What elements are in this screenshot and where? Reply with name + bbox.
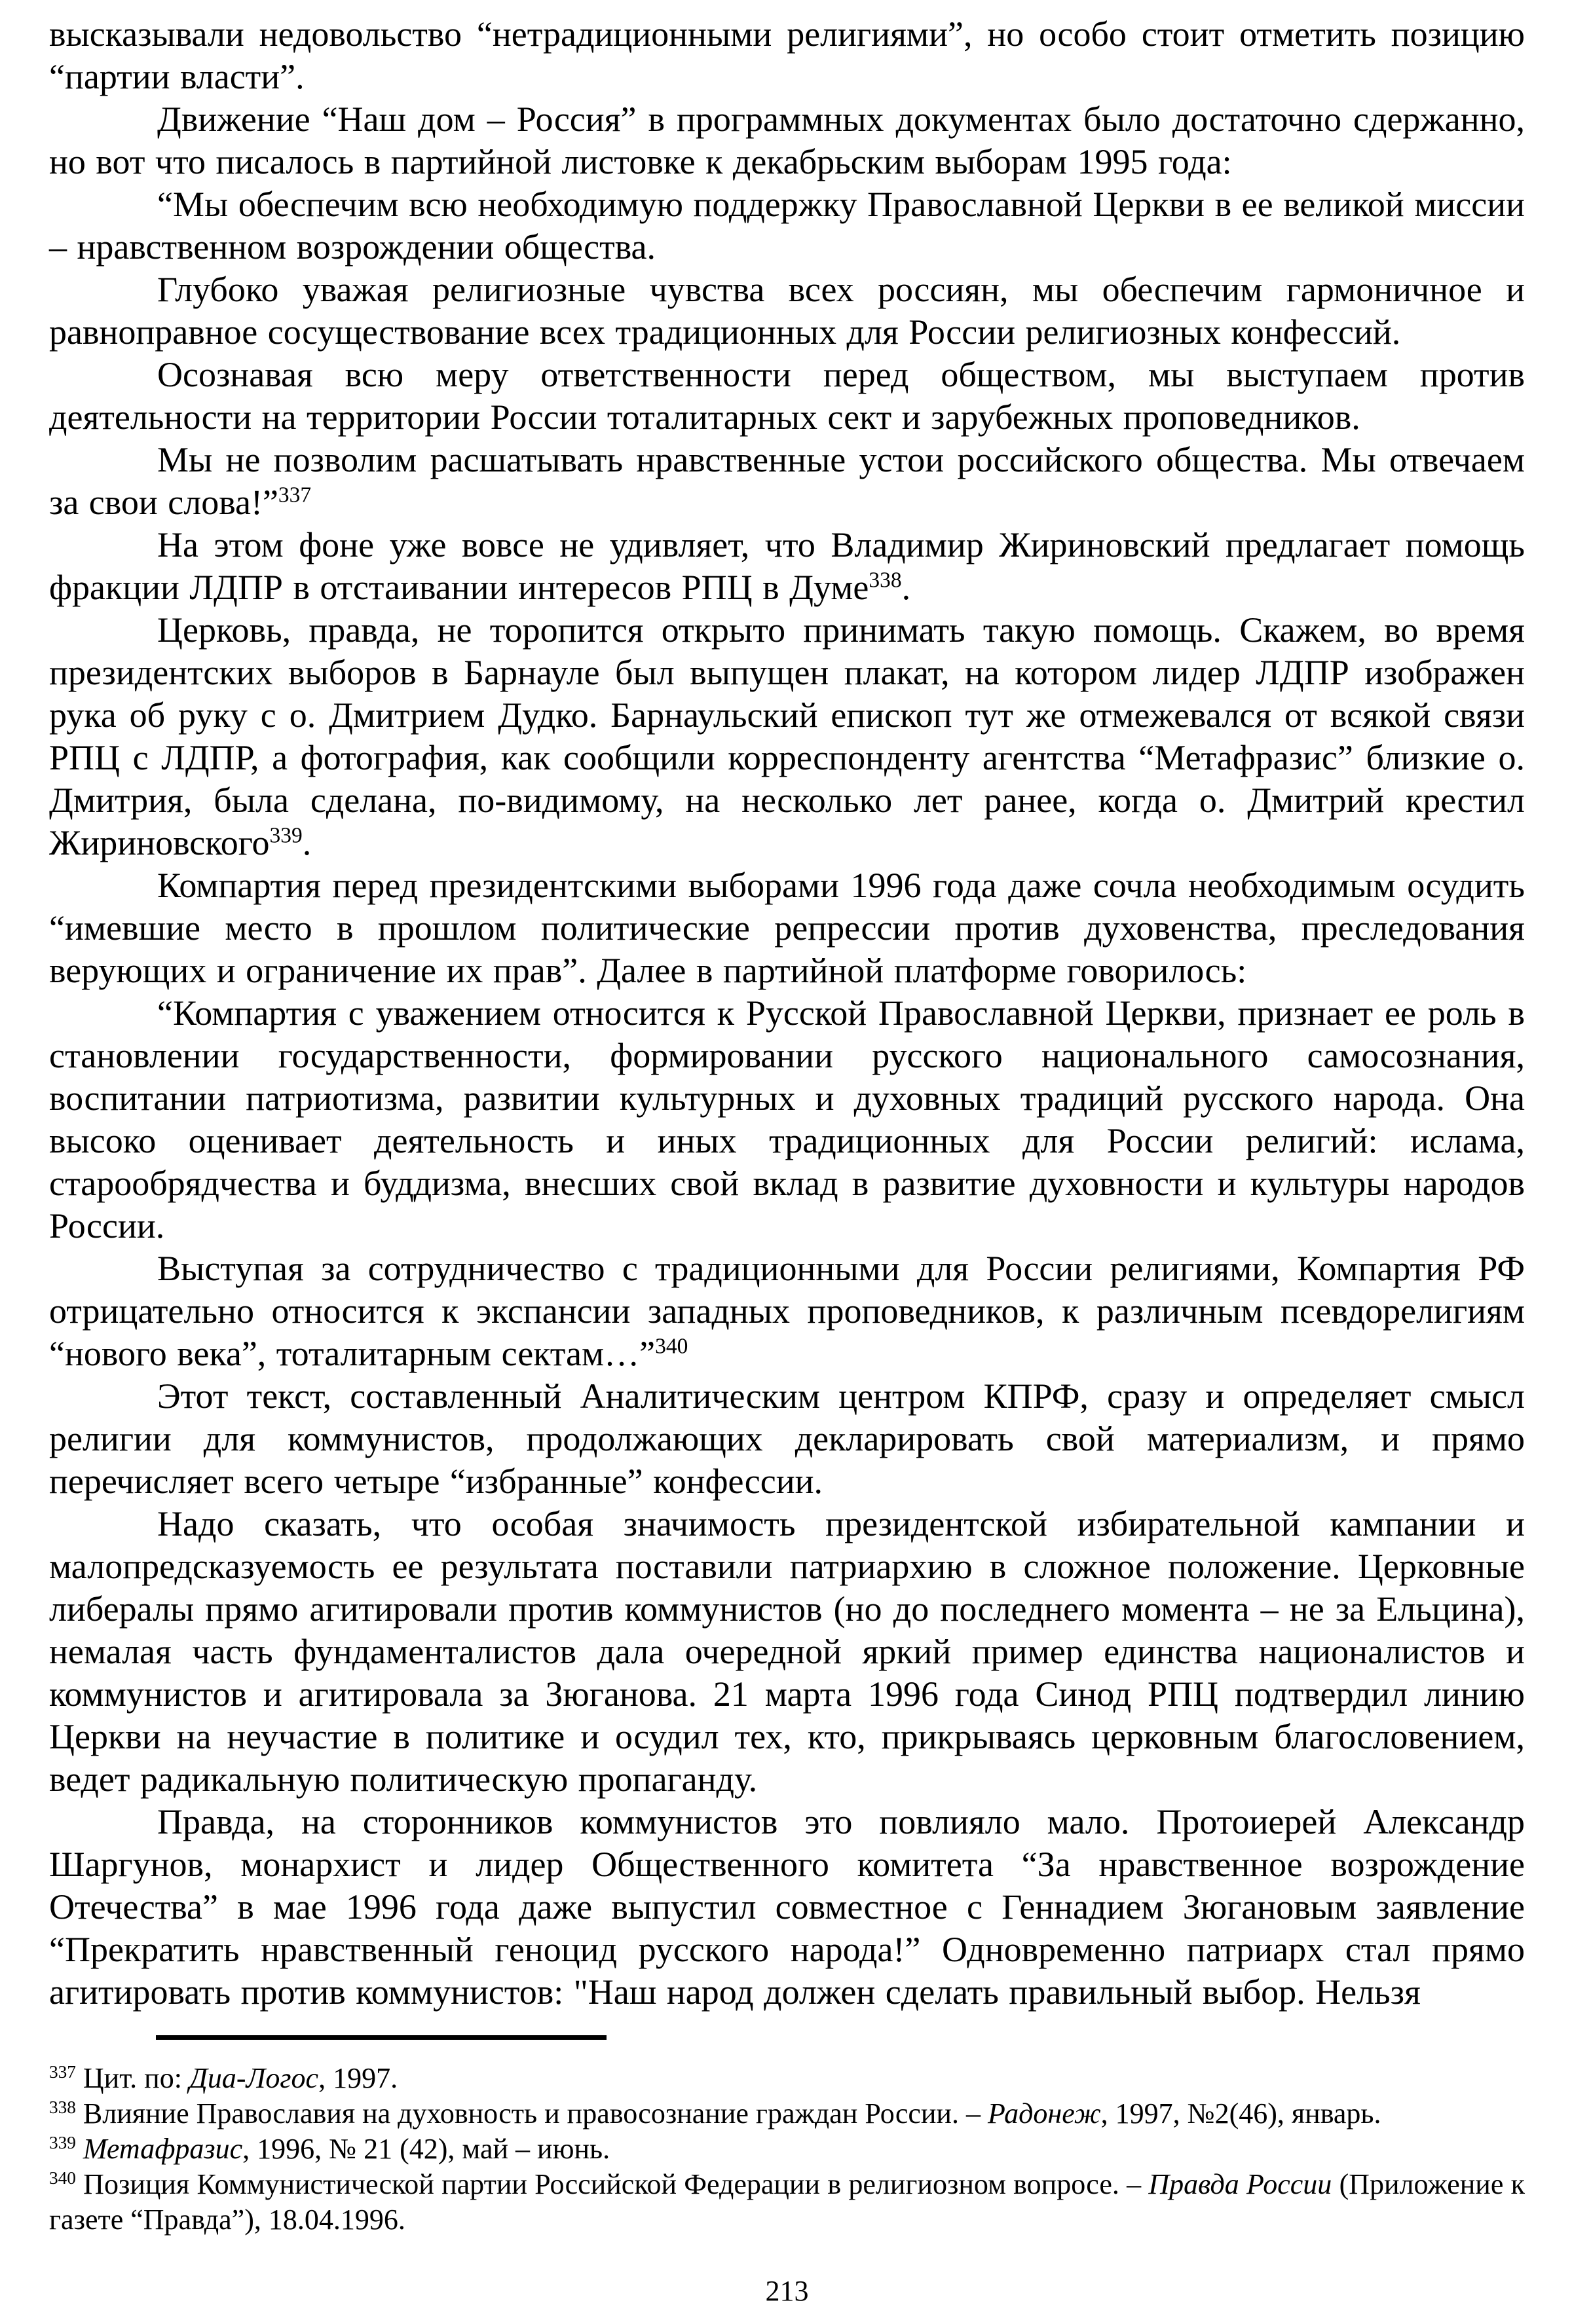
body-paragraph xyxy=(49,439,1525,524)
text-run: Позиция Коммунистической партии Российской Федерации в религиозном вопросе. – xyxy=(75,2168,1149,2200)
text-run: . xyxy=(901,568,911,607)
text-run: “Мы обеспечим всю необходимую поддержку Православной Церкви в ее великой миссии – нравственном возрождении общества. xyxy=(49,185,1525,267)
footnote xyxy=(49,2096,1525,2131)
body-paragraph xyxy=(49,13,1525,98)
body-paragraph xyxy=(49,1247,1525,1375)
footnote xyxy=(49,2131,1525,2167)
body-paragraph xyxy=(49,354,1525,439)
text-run: высказывали недовольство “нетрадиционными религиями”, но особо стоит отметить позицию “партии власти”. xyxy=(49,14,1525,96)
body-paragraph xyxy=(49,98,1525,183)
footnote-separator xyxy=(156,2035,607,2040)
body-paragraph xyxy=(49,524,1525,609)
footnote xyxy=(49,2061,1525,2096)
footnote-ref-340: 340 xyxy=(655,1334,688,1359)
footnotes xyxy=(49,2061,1525,2238)
text-run-italic: Диа-Логос xyxy=(189,2062,319,2094)
text-run: Влияние Православия на духовность и правосознание граждан России. – xyxy=(75,2097,988,2130)
body-paragraph xyxy=(49,183,1525,268)
footnote-marker-339: 339 xyxy=(49,2133,76,2152)
text-run: (Приложение к газете “Правда”), 18.04.1996. xyxy=(49,2168,1525,2236)
text-run: Выступая за сотрудничество с традиционными для России религиями, Компартия РФ отрицательно относится к экспансии западных проповедников, к различным псевдорелигиям “нового века”, тоталитарным сектам…” xyxy=(49,1249,1525,1373)
text-run: , 1997. xyxy=(318,2062,398,2094)
footnote-marker-340: 340 xyxy=(49,2168,76,2188)
text-run: “Компартия с уважением относится к Русской Православной Церкви, признает ее роль в становлении государственности, формировании русского национального самосознания, воспитании патриотизма, развитии культурных и духовных традиций русского народа. Она высоко оценивает деятельность и иных традиционных для России религий: ислама, старообрядчества и буддизма, внесших свой вклад в развитие духовности и культуры народов России. xyxy=(49,993,1525,1245)
body-paragraph xyxy=(49,992,1525,1247)
footnote-ref-339: 339 xyxy=(269,823,303,848)
text-run: Осознавая всю меру ответственности перед обществом, мы выступаем против деятельности на территории России тоталитарных сект и зарубежных проповедников. xyxy=(49,355,1525,437)
footnote-ref-337: 337 xyxy=(278,483,312,507)
body-paragraph xyxy=(49,1503,1525,1801)
text-run: Компартия перед президентскими выборами 1996 года даже сочла необходимым осудить “имевшие место в прошлом политические репрессии против духовенства, преследования верующих и ограничение их прав”. Далее в партийной платформе говорилось: xyxy=(49,866,1525,990)
text-run: Цит. по: xyxy=(75,2062,189,2094)
text-run: . xyxy=(302,823,312,862)
body-paragraph xyxy=(49,864,1525,992)
text-run xyxy=(76,2133,83,2165)
text-run: На этом фоне уже вовсе не удивляет, что Владимир Жириновский предлагает помощь фракции ЛДПР в отстаивании интересов РПЦ в Думе xyxy=(49,525,1525,607)
text-run: Мы не позволим расшатывать нравственные устои российского общества. Мы отвечаем за свои слова!” xyxy=(49,440,1525,522)
text-run-italic: Метафразис xyxy=(83,2133,243,2165)
text-run: Этот текст, составленный Аналитическим центром КПРФ, сразу и определяет смысл религии для коммунистов, продолжающих декларировать свой материализм, и прямо перечисляет всего четыре “избранные” конфессии. xyxy=(49,1376,1525,1501)
body-paragraph xyxy=(49,609,1525,864)
text-run: Правда, на сторонников коммунистов это повлияло мало. Протоиерей Александр Шаргунов, монархист и лидер Общественного комитета “За нравственное возрождение Отечества” в мае 1996 года даже выпустил совместное с Геннадием Зюгановым заявление “Прекратить нравственный геноцид русского народа!” Одновременно патриарх стал прямо агитировать против коммунистов: "Наш народ должен сделать правильный выбор. Нельзя xyxy=(49,1802,1525,2012)
body-paragraph xyxy=(49,1375,1525,1503)
body-text xyxy=(49,13,1525,2014)
text-run: Глубоко уважая религиозные чувства всех россиян, мы обеспечим гармоничное и равноправное сосуществование всех традиционных для России религиозных конфессий. xyxy=(49,270,1525,352)
text-run: Надо сказать, что особая значимость президентской избирательной кампании и малопредсказуемость ее результата поставили патриархию в сложное положение. Церковные либералы прямо агитировали против коммунистов (но до последнего момента – не за Ельцина), немалая часть фундаменталистов дала очередной яркий пример единства националистов и коммунистов и агитировала за Зюганова. 21 марта 1996 года Синод РПЦ подтвердил линию Церкви на неучастие в политике и осудил тех, кто, прикрываясь церковным благословением, ведет радикальную политическую пропаганду. xyxy=(49,1504,1525,1799)
text-run: , 1997, №2(46), январь. xyxy=(1100,2097,1381,2130)
text-run: , 1996, № 21 (42), май – июнь. xyxy=(242,2133,610,2165)
body-paragraph xyxy=(49,268,1525,354)
text-run-italic: Правда России xyxy=(1148,2168,1332,2200)
footnote xyxy=(49,2167,1525,2238)
page-footer xyxy=(49,2035,1525,2308)
text-run: Движение “Наш дом – Россия” в программных документах было достаточно сдержанно, но вот что писалось в партийной листовке к декабрьским выборам 1995 года: xyxy=(49,100,1525,181)
text-run-italic: Радонеж xyxy=(987,2097,1101,2130)
footnote-ref-338: 338 xyxy=(869,568,902,593)
footnote-marker-337: 337 xyxy=(49,2062,76,2082)
text-run: Церковь, правда, не торопится открыто принимать такую помощь. Скажем, во время президентских выборов в Барнауле был выпущен плакат, на котором лидер ЛДПР изображен рука об руку с о. Дмитрием Дудко. Барнаульский епископ тут же отмежевался от всякой связи РПЦ с ЛДПР, а фотография, как сообщили корреспонденту агентства “Метафразис” близкие о. Дмитрия, была сделана, по-видимому, на несколько лет ранее, когда о. Дмитрий крестил Жириновского xyxy=(49,610,1525,862)
body-paragraph xyxy=(49,1801,1525,2014)
footnote-marker-338: 338 xyxy=(49,2097,76,2117)
page-number: 213 xyxy=(765,2275,809,2307)
